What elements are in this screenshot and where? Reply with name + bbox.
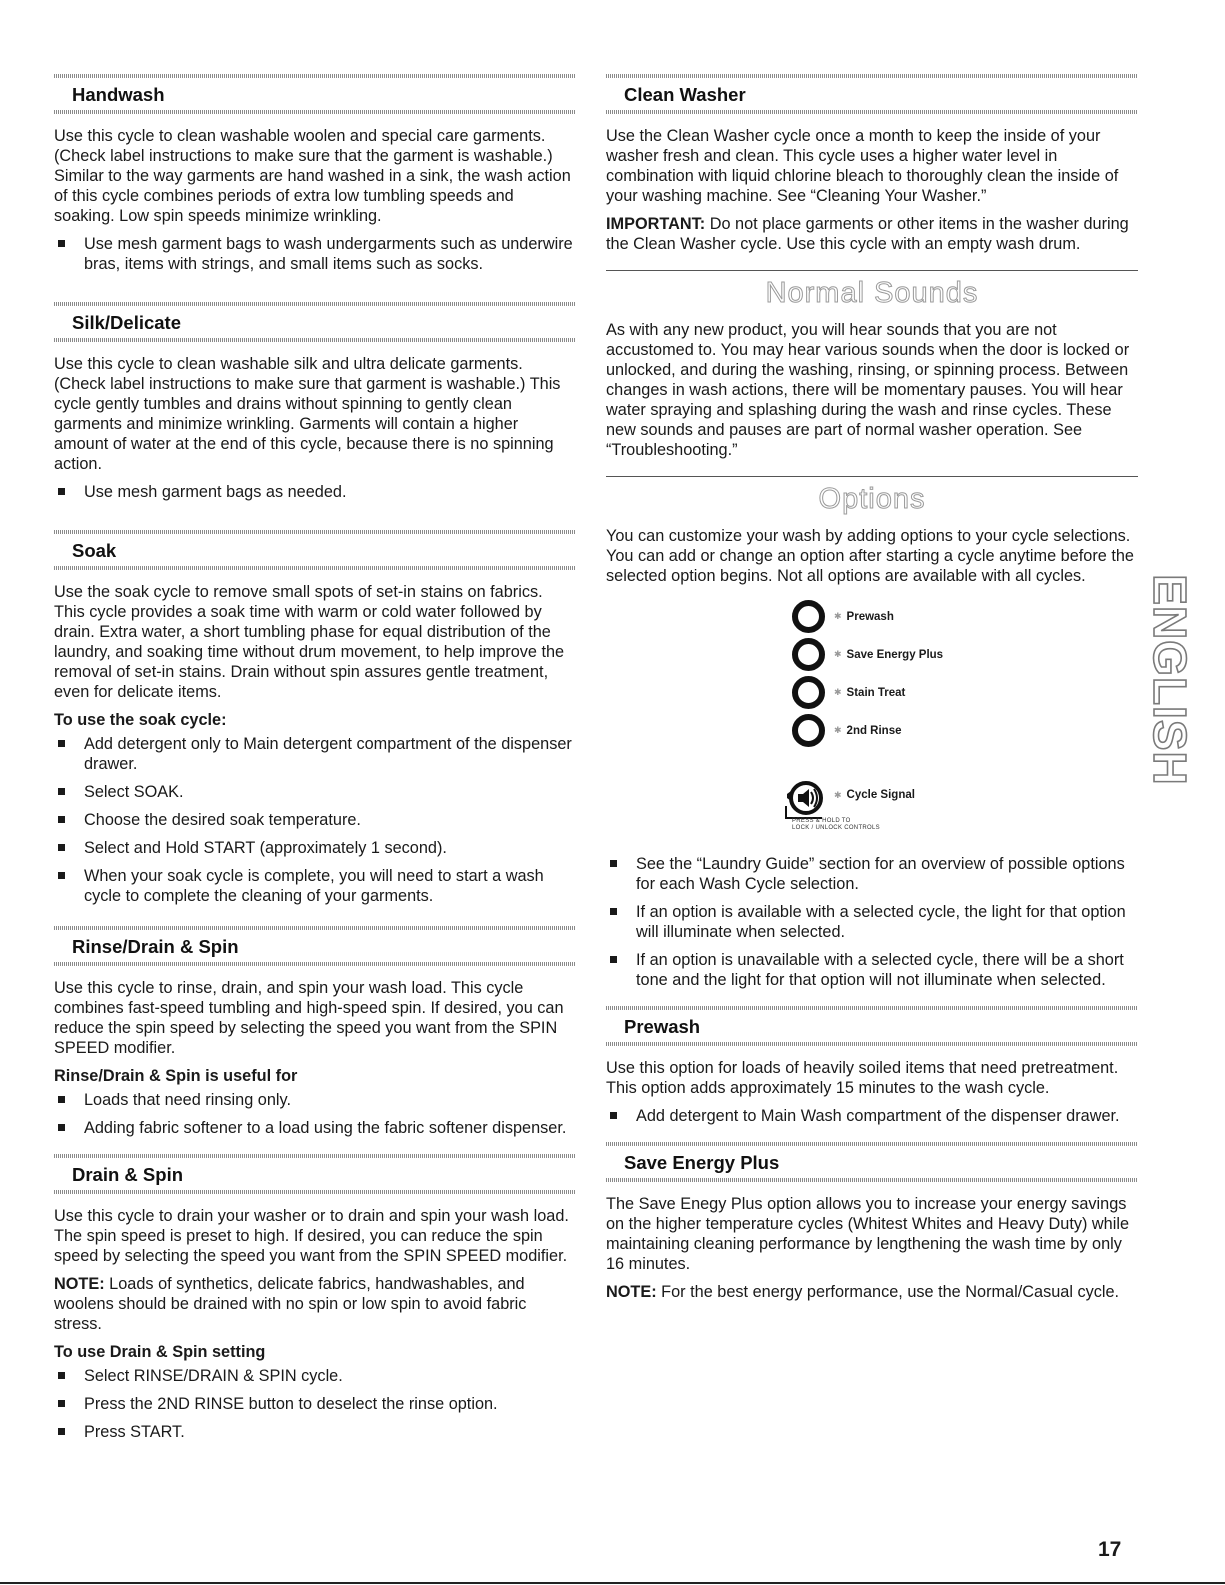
indicator-light-icon: ✱: [834, 687, 842, 697]
bullet-item: If an option is unavailable with a selected cycle, there will be a short tone and the light for that option will not illuminate when selected.: [606, 950, 1138, 990]
paragraph: Use the soak cycle to remove small spots of set-in stains on fabrics. This cycle provides a soak time with warm or cold water followed by drain. Extra water, a short tumbling phase for equal distribution of the laundry, and soaking time without drum movement, to help improve the removal of set-in stains. Drain without spin assures gentle treatment, even for delicate items.: [54, 583, 565, 701]
paragraph: Use this cycle to clean washable silk and ultra delicate garments. (Check label instructions to make sure that garment is washable.) This cycle gently tumbles and drains without spinning to gently clean garments and minimize wrinkling. Garments will contain a higher amount of water at the end of this cycle, because there is no spinning action.: [54, 355, 561, 473]
section-header-prewash: [606, 1004, 1138, 1046]
bullet-item: Select SOAK.: [54, 782, 576, 802]
indicator-light-icon: ✱: [834, 611, 842, 621]
important-text: Do not place garments or other items in the washer during the Clean Washer cycle. Use this cycle with an empty wash drum.: [606, 215, 1129, 253]
bullet-list: [54, 734, 576, 906]
side-tab-label: ENGLISH: [1144, 574, 1196, 786]
section-header-handwash: [54, 72, 576, 114]
bullet-item: Loads that need rinsing only.: [54, 1090, 576, 1110]
note-text: For the best energy performance, use the Normal/Casual cycle.: [656, 1283, 1120, 1301]
section-title: Silk/Delicate: [72, 312, 182, 333]
note-text: Loads of synthetics, delicate fabrics, handwashables, and woolens should be drained with no spin or low spin to avoid fabric stress.: [54, 1275, 527, 1333]
option-button-ring-icon: [792, 638, 825, 671]
section-title: Prewash: [624, 1016, 701, 1037]
note-label: NOTE:: [606, 1283, 657, 1301]
section-header-clean-washer: [606, 72, 1138, 114]
important-paragraph: [606, 214, 1138, 254]
bullet-item: Press the 2ND RINSE button to deselect the rinse option.: [54, 1394, 576, 1414]
bullet-item: See the “Laundry Guide” section for an overview of possible options for each Wash Cycle selection.: [606, 854, 1138, 894]
left-column: [54, 72, 576, 1450]
section-title: Soak: [72, 540, 117, 561]
section-title: Clean Washer: [624, 84, 746, 105]
option-stain-treat[interactable]: [792, 676, 905, 709]
options-title: Options: [818, 483, 926, 515]
bullet-item: Use mesh garment bags to wash undergarments such as underwire bras, items with strings, and small items such as socks.: [54, 234, 576, 274]
options-control-panel: [606, 600, 1138, 838]
page-bottom-rule: [0, 1582, 1225, 1584]
paragraph: Use this cycle to rinse, drain, and spin your wash load. This cycle combines fast-speed tumbling and high-speed spin. If desired, you can reduce the spin speed by selecting the speed you want from the SPIN SPEED modifier.: [54, 979, 564, 1057]
section-title: Rinse/Drain & Spin: [72, 936, 239, 957]
section-title: Save Energy Plus: [624, 1152, 780, 1173]
note-label: NOTE:: [54, 1275, 105, 1293]
bullet-item: Adding fabric softener to a load using the fabric softener dispenser.: [54, 1118, 576, 1138]
option-label: Save Energy Plus: [846, 648, 944, 661]
bullet-list: [54, 1090, 576, 1138]
subheading: Rinse/Drain & Spin is useful for: [54, 1067, 298, 1085]
option-button-ring-icon: [792, 676, 825, 709]
section-title: Handwash: [72, 84, 165, 105]
indicator-light-icon: ✱: [834, 649, 842, 659]
section-header-soak: [54, 528, 576, 570]
paragraph: Use the Clean Washer cycle once a month to keep the inside of your washer fresh and clean. This cycle uses a higher water level in combination with liquid chlorine bleach to thoroughly clean the inside of your washing machine. See “Cleaning Your Washer.”: [606, 127, 1119, 205]
subheading: To use the soak cycle:: [54, 711, 227, 729]
caption-line: PRESS & HOLD TO: [792, 818, 851, 824]
normal-sounds-title: Normal Sounds: [765, 277, 979, 309]
paragraph: Use this option for loads of heavily soiled items that need pretreatment. This option adds approximately 15 minutes to the wash cycle.: [606, 1059, 1119, 1097]
bullet-item: Press START.: [54, 1422, 576, 1442]
cycle-signal-label: [834, 789, 915, 801]
option-label: Prewash: [846, 610, 894, 623]
option-label: 2nd Rinse: [846, 724, 902, 737]
note-paragraph: [606, 1282, 1138, 1302]
section-header-rinse-drain-spin: [54, 924, 576, 966]
page-number: 17: [1098, 1538, 1122, 1561]
right-column: [606, 72, 1138, 1310]
paragraph: Use this cycle to clean washable woolen and special care garments. (Check label instructions to make sure that the garment is washable.) Similar to the way garments are hand washed in a sink, the wash action of this cycle combines periods of extra low tumbling speeds and soaking. Low spin speeds minimize wrinkling.: [54, 127, 571, 225]
paragraph: You can customize your wash by adding options to your cycle selections. You can add or change an option after starting a cycle anytime before the selected option begins. Not all options are available with all cycles.: [606, 527, 1134, 585]
divider: [606, 476, 1138, 477]
option-save-energy-plus[interactable]: [792, 638, 943, 671]
bullet-list: [54, 482, 576, 502]
bullet-list: [606, 1106, 1138, 1126]
paragraph: Use this cycle to drain your washer or to drain and spin your wash load. The spin speed is preset to high. If desired, you can reduce the spin speed by selecting the speed you want from the SPIN SPEED modifier.: [54, 1207, 569, 1265]
lock-controls-caption: [792, 818, 880, 832]
bullet-item: Select RINSE/DRAIN & SPIN cycle.: [54, 1366, 576, 1386]
option-label: Cycle Signal: [846, 789, 915, 801]
option-label: Stain Treat: [846, 686, 906, 699]
bullet-list: [606, 854, 1138, 990]
indicator-light-icon: ✱: [834, 725, 842, 735]
bullet-item: Add detergent to Main Wash compartment of the dispenser drawer.: [606, 1106, 1138, 1126]
option-2nd-rinse[interactable]: [792, 714, 902, 747]
subheading: To use Drain & Spin setting: [54, 1343, 266, 1361]
bullet-item: Add detergent only to Main detergent compartment of the dispenser drawer.: [54, 734, 576, 774]
paragraph: As with any new product, you will hear sounds that you are not accustomed to. You may hear various sounds when the door is locked or unlocked, and during the washing, rinsing, or spinning process. Between changes in wash actions, there will be momentary pauses. You will hear water spraying and splashing during the wash and rinse cycles. These new sounds and pauses are part of normal washer operation. See “Troubleshooting.”: [606, 321, 1130, 459]
bullet-item: Use mesh garment bags as needed.: [54, 482, 576, 502]
section-title: Drain & Spin: [72, 1164, 184, 1185]
important-label: IMPORTANT:: [606, 215, 706, 233]
bullet-item: Choose the desired soak temperature.: [54, 810, 576, 830]
bullet-item: Select and Hold START (approximately 1 second).: [54, 838, 576, 858]
language-side-tab: [1144, 570, 1196, 790]
bullet-item: If an option is available with a selected cycle, the light for that option will illuminate when selected.: [606, 902, 1138, 942]
caption-line: LOCK / UNLOCK CONTROLS: [792, 825, 880, 831]
bullet-item: When your soak cycle is complete, you will need to start a wash cycle to complete the cleaning of your garments.: [54, 866, 576, 906]
option-button-ring-icon: [792, 600, 825, 633]
indicator-light-icon: ✱: [834, 789, 842, 800]
bullet-list: [54, 234, 576, 274]
section-header-silk-delicate: [54, 300, 576, 342]
option-button-ring-icon: [792, 714, 825, 747]
option-prewash[interactable]: [792, 600, 894, 633]
paragraph: The Save Enegy Plus option allows you to increase your energy savings on the higher temperature cycles (Whitest Whites and Heavy Duty) while maintaining cleaning performance by lengthening the wash time by only 16 minutes.: [606, 1195, 1130, 1273]
bullet-list: [54, 1366, 576, 1442]
section-header-drain-spin: [54, 1152, 576, 1194]
note-paragraph: [54, 1274, 576, 1334]
section-header-save-energy-plus: [606, 1140, 1138, 1182]
divider: [606, 270, 1138, 271]
